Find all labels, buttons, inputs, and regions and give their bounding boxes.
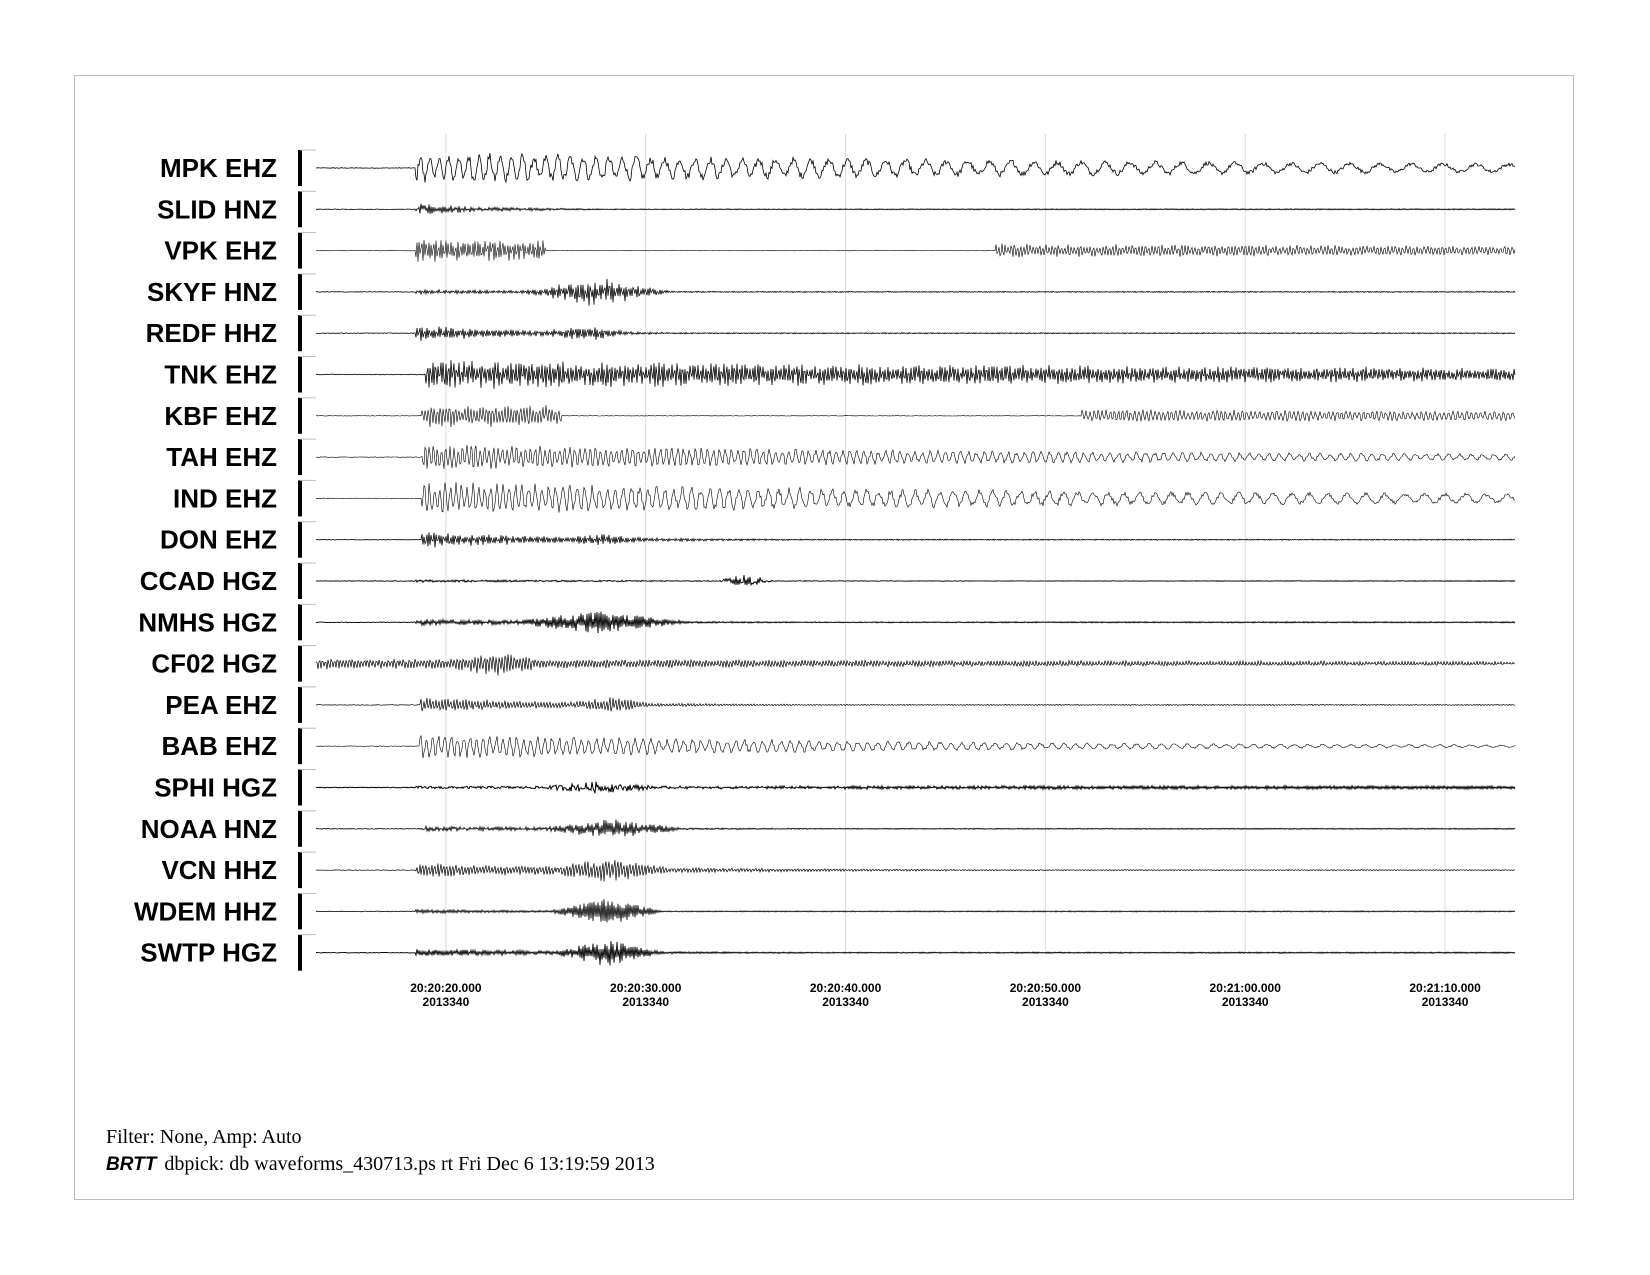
waveform-trace [316,532,1515,547]
brand-label: BRTT [106,1154,157,1175]
trace-row [300,728,1515,764]
trace-row [300,439,1515,475]
trace-row [300,811,1515,847]
trace-row [300,522,1515,558]
station-label: NOAA HNZ [140,813,277,844]
trace-row [300,852,1515,888]
command-text: dbpick: db waveforms_430713.ps rt Fri Dec 6 13:19:59 2013 [164,1153,655,1175]
tick-label: 20:20:50.000 [1009,981,1082,995]
trace-row [300,604,1515,640]
station-label: MPK EHZ [160,153,277,183]
waveform-trace [316,697,1515,711]
trace-row [300,357,1515,393]
station-label: SLID HNZ [157,194,277,225]
tick-day-label: 2013340 [622,995,670,1009]
waveform-trace [316,240,1515,262]
station-label: SWTP HGZ [140,937,277,968]
trace-row [300,191,1515,227]
grid-lines [446,134,1445,951]
tick-label: 20:20:30.000 [610,981,682,995]
time-axis [410,981,1481,1009]
waveform-trace [316,736,1515,758]
trace-row [300,398,1515,434]
trace-row [300,646,1515,682]
command-info [106,1151,655,1178]
waveform-trace [316,654,1515,675]
waveform-trace [316,279,1515,306]
waveform-trace [316,153,1515,182]
station-label: VCN HHZ [161,855,277,886]
trace-row [300,233,1515,269]
station-label: TAH EHZ [166,442,277,473]
station-label: CF02 HGZ [151,648,277,679]
station-label: TNK EHZ [164,359,277,390]
trace-row [300,480,1515,516]
trace-row [300,687,1515,723]
waveform-trace [316,612,1515,633]
station-labels [134,153,277,968]
waveform-trace [316,575,1515,585]
plot-footer [106,1124,655,1178]
waveform-trace [316,204,1515,214]
tick-day-label: 2013340 [1421,995,1469,1009]
tick-label: 20:20:20.000 [410,981,482,995]
trace-row [300,770,1515,806]
trace-row [300,315,1515,351]
station-label: KBF EHZ [164,400,277,431]
waveform-trace [316,941,1515,965]
station-label: NMHS HGZ [138,607,277,638]
tick-day-label: 2013340 [1022,995,1069,1009]
tick-label: 20:20:40.000 [809,981,882,995]
waveform-trace [316,820,1515,837]
station-label: DON EHZ [160,524,277,555]
station-label: WDEM HHZ [134,896,277,927]
trace-row [300,935,1515,971]
tick-label: 20:21:00.000 [1209,981,1281,995]
waveform-trace [316,782,1515,794]
trace-row [300,150,1515,186]
station-label: CCAD HGZ [139,566,277,596]
tick-day-label: 2013340 [1221,995,1269,1009]
waveform-trace [316,899,1515,922]
waveform-trace [316,860,1515,882]
waveform-trace [316,445,1515,469]
tick-label: 20:21:10.000 [1409,981,1481,995]
filter-info: Filter: None, Amp: Auto [106,1126,302,1148]
station-label: REDF HHZ [145,318,277,349]
waveform-trace [316,360,1515,389]
station-label: BAB EHZ [161,731,277,762]
station-label: IND EHZ [173,483,277,514]
waveform-trace [316,482,1515,512]
station-label: VPK EHZ [164,235,277,266]
station-label: SPHI HGZ [154,772,277,803]
station-label: SKYF HNZ [147,276,277,307]
station-label: PEA EHZ [165,689,277,720]
tick-day-label: 2013340 [822,995,869,1009]
waveform-trace [316,327,1515,341]
waveform-traces [300,150,1515,971]
waveform-trace [316,405,1515,427]
trace-row [300,274,1515,310]
tick-day-label: 2013340 [422,995,470,1009]
trace-row [300,563,1515,599]
trace-row [300,893,1515,929]
